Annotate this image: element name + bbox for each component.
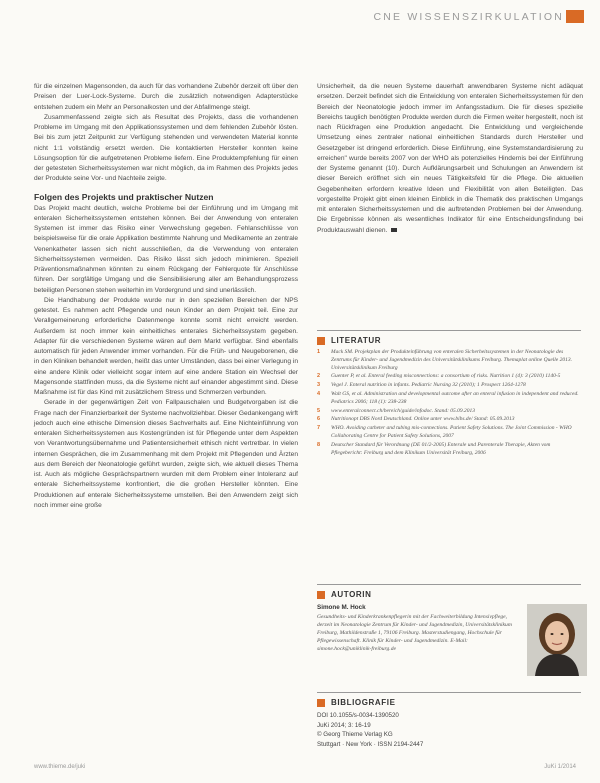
issn-line: Stuttgart · New York · ISSN 2194-2447 (317, 740, 424, 748)
footer-url: www.thieme.de/juki (34, 764, 86, 770)
paragraph: Das Projekt macht deutlich, welche Probleme bei der Einführung und im Umgang mit enteralen Sicherheitssystemen entstehen können. Bei der Anwendung von enteralen Systemen ist immer das Risiko einer Verwechslung gegeben. Fehlanschlüsse von beispielsweise für die orale Applikation bestimmte Nahrung und Medikamente an zentrale Venenkatheter lassen sich nicht ausschließen, da die Verwendung von enteralen Sicherheitssystemen vermeiden. Das Risiko lässt sich jedoch minimieren. Speziell Präventionsmaßnahmen könnten zu einem Rückgang der Fehlerquote für Anschlüsse führen. Der sorgfältige Umgang und die Sensibilisierung aller am Behandlungsprozess beteiligten Personen stehen weiterhin im Vordergrund und sind unerlässlich. (34, 204, 298, 294)
list-item: 6 Nutritionopt DBS Nord Deutschland. Online unter www.bibs.de/ Stand: 05.09.2013 (317, 416, 515, 423)
section-heading: Folgen des Projekts und praktischer Nutzen (34, 191, 214, 202)
plus-icon (317, 337, 325, 345)
paragraph: Zusammenfassend zeigte sich als Resultat des Projekts, dass die vorhandenen Probleme im Umgang mit den Applikationssystemen und dem fehlenden Zubehör lösten. Bei bis zum jetzt Zeitpunkt zur Verfügung stehenden und verwendeten Material konnte nicht 1:1 vollständig ersetzt werden. Die kontaktierten Hersteller konnten keine Lösungsoption für die aufgetretenen Probleme liefern. Eine Produktempfehlung für einen der getesteten Sicherheitssystemen war nicht möglich, da im Rahmen des Projekts jedes der Produkte seine Vor- und Nachteile zeigte. (34, 113, 298, 183)
section-title: CNE WISSENSZIRKULATION (373, 11, 564, 23)
paragraph: Die Handhabung der Produkte wurde nur in den speziellen Bereichen der NPS getestet. Es nahmen acht Pflegende und neun Kinder an dem Projekt teil. Eine zur Verallgemeinerung erforderliche Datenmenge konnte somit nicht erreicht werden. Außerdem ist noch immer kein einheitliches enterales Sicherheitssystem gegeben. Adapter für die verschiedenen Systeme wären auf dem Markt verfügbar. Sind ebenfalls automatisch für jeden Anwender immer vorhanden. Für die Früh- und Neugeborenen, die in den Kliniken behandelt werden, heißt das unter Umständen, dass bei einer Verlegung in eine andere Klinik oder vielleicht sogar intern auf eine andere Station ein Wechsel der Magensonde stattfinden muss, da die Systeme nicht auf einander abgestimmt sind. Diese Maßnahme ist für das Kind mit zusätzlichem Stress und Schmerzen verbunden. (34, 296, 298, 396)
author-box (317, 584, 581, 653)
author-name: Simone M. Hock (317, 604, 366, 611)
list-item: 1 Mack SM. Projektplan der Produkteinführung von enteralen Sicherheitssystemen in der Neonatologie des Zentrums für Kinder- und Jugendmedizin des Universitätsklinikums Freiburg. Themaplat online Quelle 2013. Universitätsklinikum Freiburg (317, 349, 573, 371)
paragraph: Unsicherheit, da die neuen Systeme dauerhaft anwendbaren Systeme nicht adäquat ersetzen. Derzeit befindet sich die Entwicklung von enteralen Sicherheitssystemen für den Bereich der Neonatologie jedoch immer im Anfangsstadium. Die für dieses spezielle Bereichs tauglich benötigten Produkte werden durch die Firmen weiter hergestellt, noch ist nach Rückfragen eine Produktion angedacht. Die Entwicklung und vergleichende Umsetzung eines zentraler national einheitlichen Standards durch Hersteller und Gesetzgeber ist dringend erforderlich. Diese Einführung, eine Systemstandardisierung zu erreichen" wurde bereits 2007 von der WHO als potenzielles Hindernis bei der Einführung der Systeme genannt (10). Durch Aufklärungsarbeit und Schulungen an Anwendern ist dieser Bereich eröffnet sich ein neues Tätigkeitsfeld für die Pflege. Die aktuellen Gegebenheiten erfordern kreative Ideen und Flexibilität von allen Beteiligten. Das vorgestellte Projekt gibt einen kleinen Einblick in die Thematik des praktischen Umgangs mit enteralen Sicherheitssystemen und die auftretenden Problemen bei der Anwendung. Die Ergebnisse können als wesentliches Indikator für eine Entscheidungsfindung bei Produktauswahl dienen. (317, 83, 583, 234)
bibliography-title: BIBLIOGRAFIE (331, 698, 396, 707)
list-item: 4 Walt GS, et al. Administration and developmental outcome after an enteral infusion in independent and reduced. Pediatrics 2006; 118 (1): 238-238 (317, 390, 579, 405)
plus-icon (317, 699, 325, 707)
page-header (0, 8, 600, 34)
literature-title: LITERATUR (331, 336, 382, 345)
end-mark-icon (391, 228, 397, 232)
list-item: 2 Guenter P, et al. Enteral feeding misconnections: a consortium of risks. Nutrition 1 (4): 3 (2010) 1140-5 (317, 373, 561, 380)
bibliography-text (317, 711, 581, 749)
portrait-image (527, 604, 587, 676)
list-item: 8 Deutscher Standard für Verordnung (DE 01/2-2005) Enterale und Parenterale Therapie, Akten vom Pflegebericht: Freiburg und dem Klinikum Universität Freiburg, 2006 (317, 441, 551, 456)
footer-issue: JuKi 1/2014 (544, 764, 576, 770)
list-item: 3 Vegel J. Enteral nutrition in infants. Pediatric Nursing 32 (2010); 1 Prospect 1264-1278 (317, 382, 526, 389)
list-item: 7 WHO. Avoiding catheter and tubing mis-connections. Patient Safety Solutions. The Joint Commission - WHO Collaborating Centre for Patient Safety Solutions, 2007 (317, 425, 572, 439)
literature-box (317, 330, 581, 458)
author-title: AUTORIN (331, 590, 372, 599)
doi-line: DOI 10.1055/s-0034-1390520 (317, 712, 399, 719)
paragraph: für die einzelnen Magensonden, da auch für das vorhandene Zubehör derzeit oft über den Preisen der Luer-Lock-Systeme. Durch die zusätzlich notwendigen Adapterstücke entstehen zudem ein Mehr an Personalkosten und der Abfallmenge steigt. (34, 83, 298, 111)
section-marker (566, 10, 584, 23)
author-header (317, 584, 581, 599)
right-column (317, 82, 583, 236)
literature-header (317, 330, 581, 345)
literature-list (317, 349, 581, 457)
plus-icon (317, 591, 325, 599)
left-column (34, 82, 298, 511)
paragraph: Gerade in der gegenwärtigen Zeit von Fallpauschalen und Budgetvorgaben ist die Frage nach der Finanzierbarkeit der Systeme nachvollziehbar. Dieser Gedankengang wirft jedoch auch eine ethische Dimension dieses Sachverhalts auf. Eine Nichteinführung von enteralen Sicherheitssystemen aus Kostengründen ist für Pflegende unter dem Aspekten von Verantwortungsübernahme und Patientensicherheit ethisch nicht vertretbar. In vielen internen Gesprächen, die im Zusammenhang mit dem Projekt mit Pflegenden und Ärzten aus dem Bereich der Neonatologie geführt wurden, zeigte sich, wie aktuell dieses Thema ist. Auch als mögliche Gesprächspartnern wurden mit dem Problem einer Intoleranz auf enterale Sicherheitssysteme konfrontiert, die die großen Hersteller könnten. Eine Produktionen auf enterale Sicherheitssysteme umstellen. Bei den Anwendern zeigt sich noch immer eine große (34, 399, 298, 509)
citation-line: JuKi 2014; 3: 16-19 (317, 721, 371, 729)
author-bio: Gesundheits- und Kinderkrankenpflegerin mit der Fachweiterbildung Intensivpflege, derzeit im Neonatologie Zentrum für Kinder- und Jugendmedizin, Universitätsklinikum Freiburg, Mathildenstraße 1, 79106 Freiburg. Masterstudiengang, Hochschule für Pflegewissenschaft. Klinik für Kinder- und Jugendmedizin. E-Mail: simone.hock@uniklinik-freiburg.de (317, 614, 512, 652)
bibliography-box (317, 692, 581, 749)
bibliography-header (317, 692, 581, 707)
list-item: 5 www.enteralconnect.ch/bereich/guide/infodoc. Stand: 05.09.2013 (317, 407, 476, 414)
author-photo (527, 604, 587, 676)
publisher-line: © Georg Thieme Verlag KG (317, 731, 393, 739)
